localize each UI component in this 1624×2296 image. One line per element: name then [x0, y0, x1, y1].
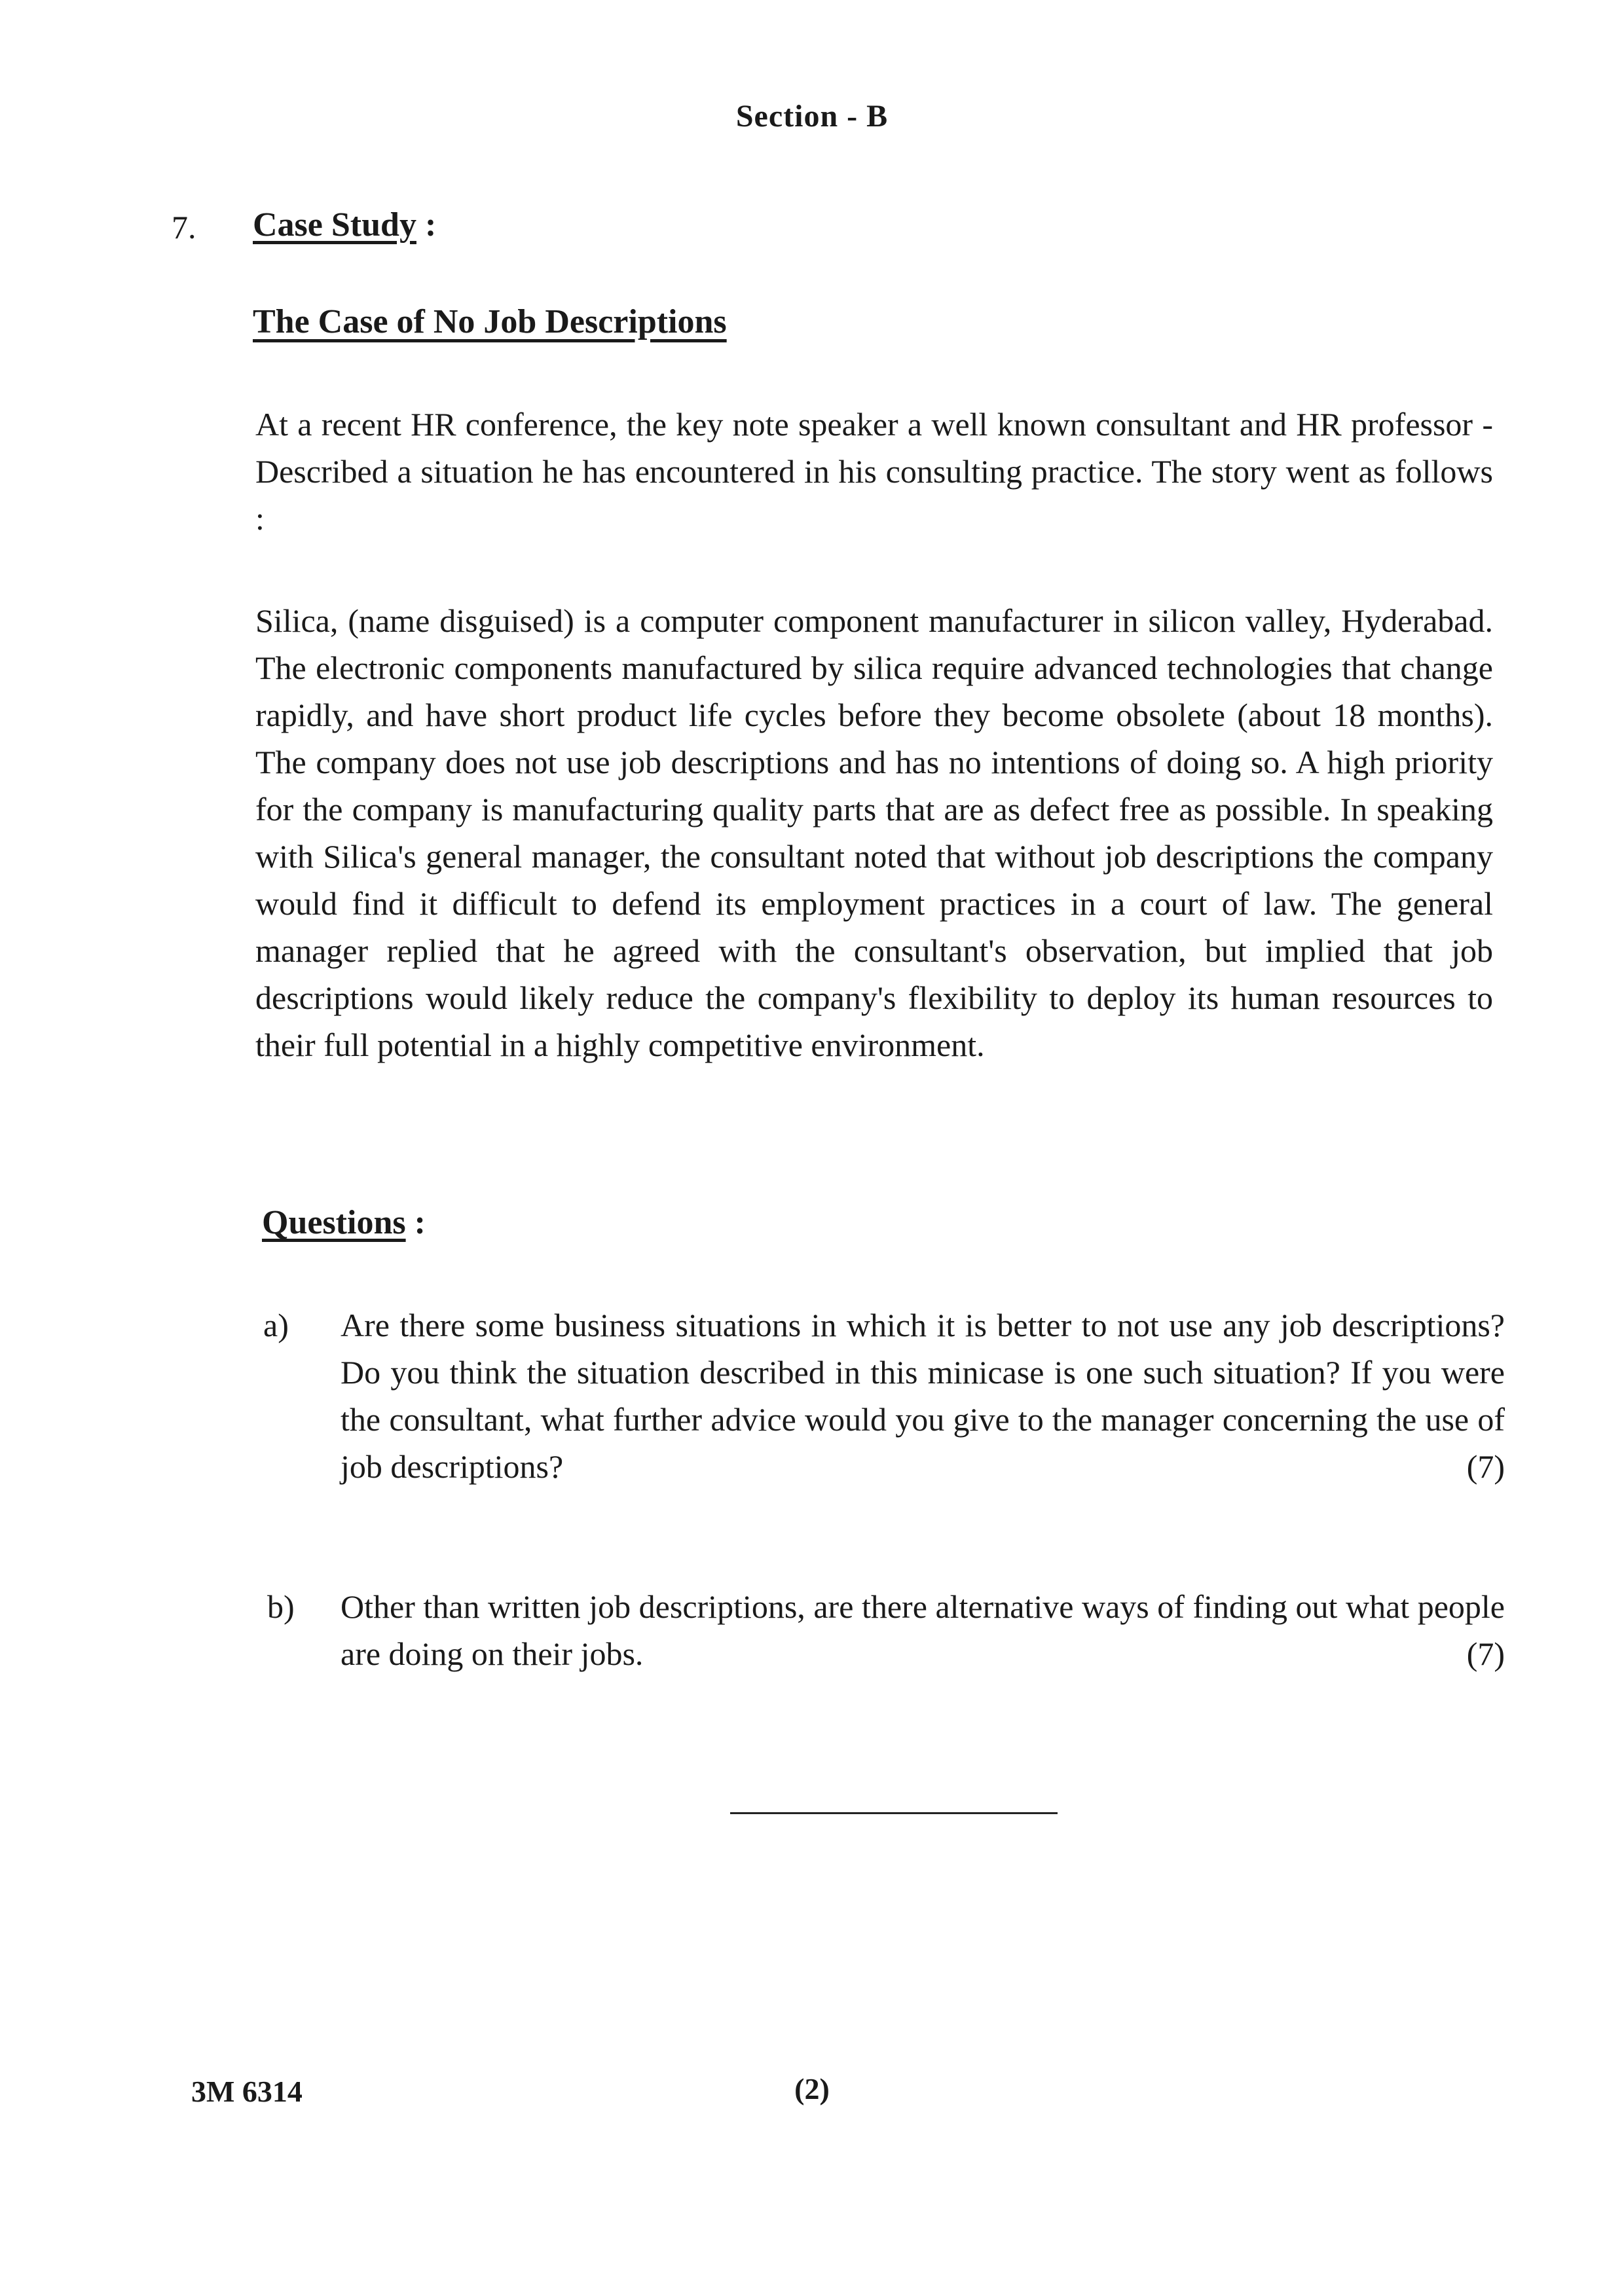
questions-label: Questions [262, 1204, 406, 1241]
case-study-heading [253, 206, 436, 244]
question-a-body: Are there some business situations in which it is better to not use any job descriptions? Do you think the situation described in this minicase is one such situation? If you were the consultant, what further advice would you give to the manager concerning the use of job descriptions? [341, 1307, 1505, 1485]
paper-code: 3M 6314 [191, 2075, 303, 2108]
question-b-text [341, 1583, 1505, 1677]
page-number: (2) [794, 2072, 830, 2105]
question-a-marks: (7) [1466, 1448, 1505, 1485]
end-divider [730, 1812, 1058, 1814]
intro-paragraph: At a recent HR conference, the key note speaker a well known consultant and HR professor - Described a situation he has encountered in his consulting practice. The story went as follows : [255, 406, 1493, 537]
case-study-label: Case Study [253, 206, 416, 244]
questions-colon: : [414, 1204, 426, 1241]
question-b-letter: b) [267, 1588, 295, 1625]
question-a-text [341, 1302, 1505, 1490]
questions-heading [262, 1203, 426, 1242]
case-study-colon: : [424, 206, 437, 244]
case-title: The Case of No Job Descriptions [253, 303, 727, 340]
question-a-letter: a) [263, 1307, 289, 1343]
question-number: 7. [172, 209, 196, 246]
question-b-marks: (7) [1466, 1635, 1505, 1672]
question-b-body: Other than written job descriptions, are there alternative ways of finding out what people are doing on their jobs. [341, 1588, 1505, 1672]
case-body-paragraph: Silica, (name disguised) is a computer component manufacturer in silicon valley, Hyderabad. The electronic components manufactured by silica require advanced technologies that change rapidly, and have short product life cycles before they become obsolete (about 18 months). The company does not use job descriptions and has no intentions of doing so. A high priority for the company is manufacturing quality parts that are as defect free as possible. In speaking with Silica's general manager, the consultant noted that without job descriptions the company would find it difficult to defend its employment practices in a court of law. The general manager replied that he agreed with the consultant's observation, but implied that job descriptions would likely reduce the company's flexibility to deploy its human resources to their full potential in a highly competitive environment. [255, 602, 1493, 1063]
section-title: Section - B [735, 99, 889, 134]
